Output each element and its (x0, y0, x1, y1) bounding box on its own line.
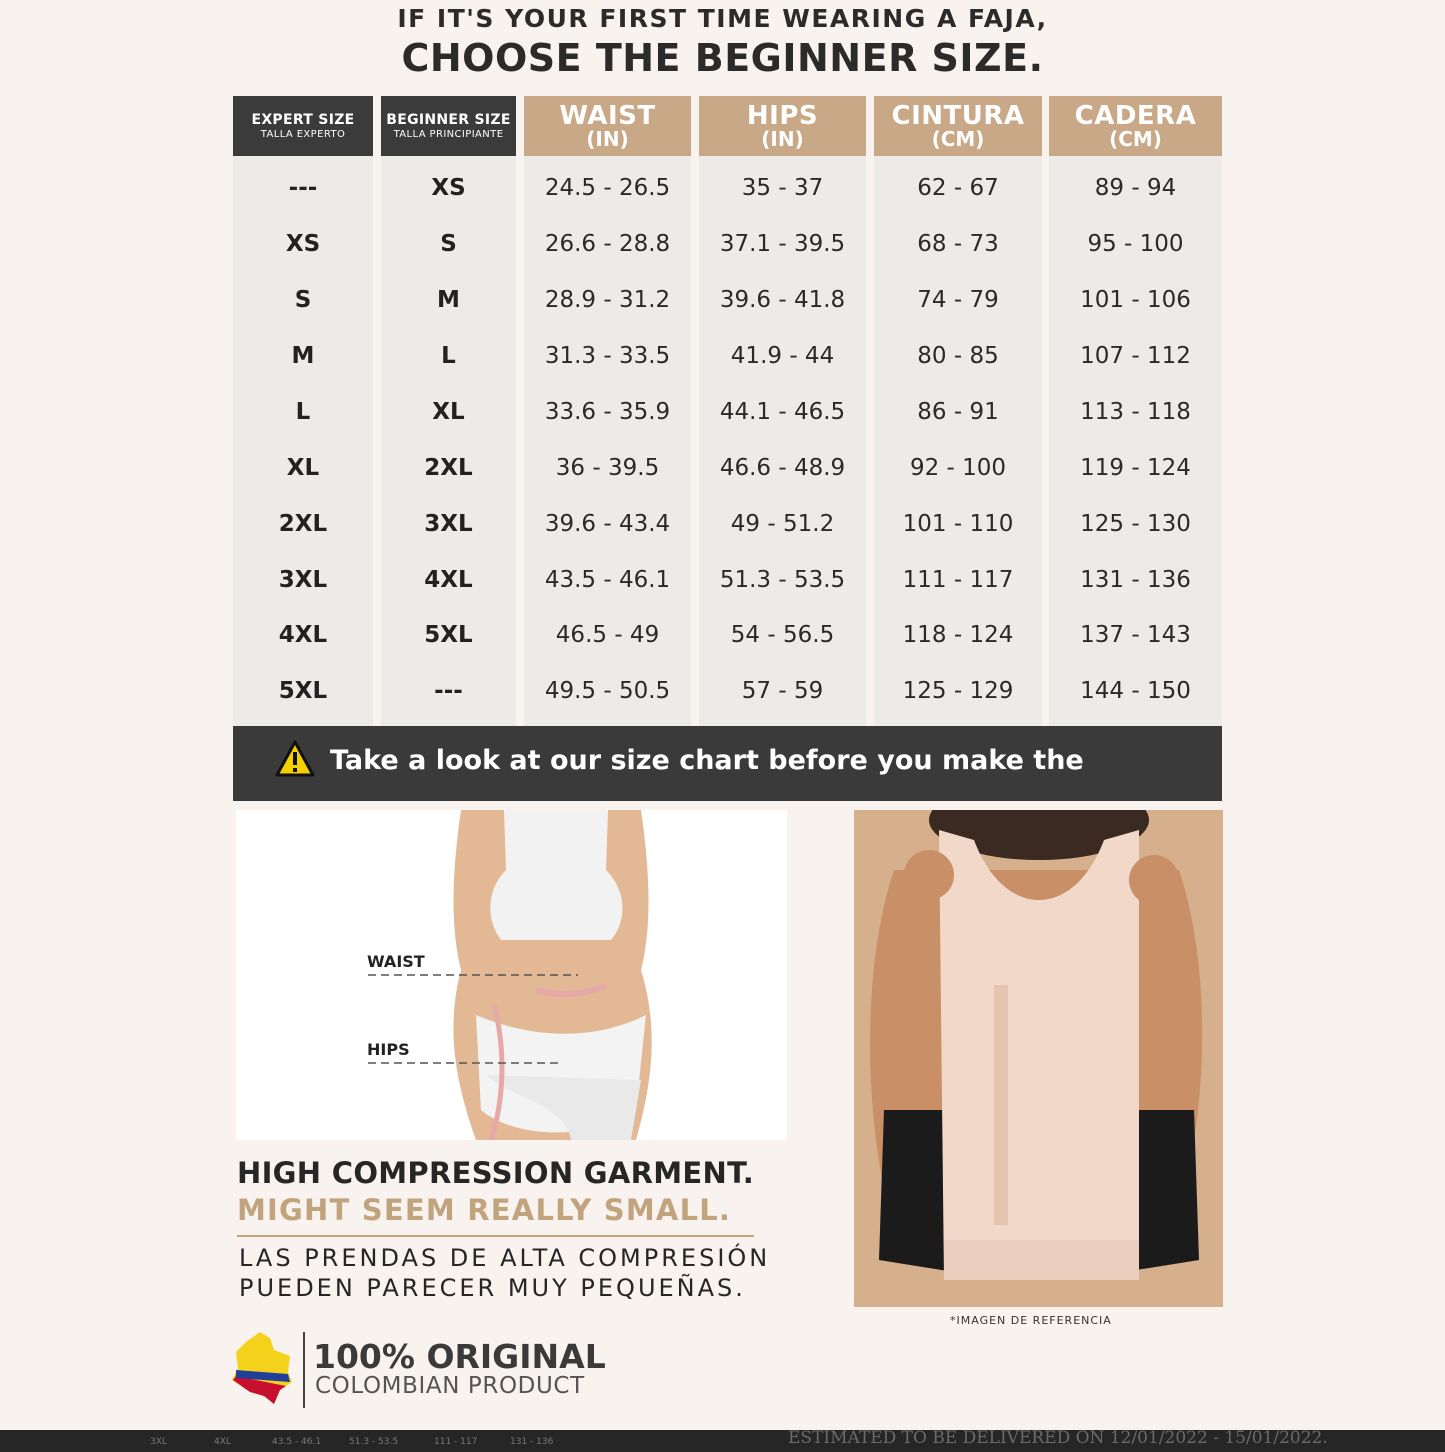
cell-expert-size: M (291, 343, 315, 369)
cell-hips: 44.1 - 46.5 (719, 399, 846, 425)
cell-expert-size: S (294, 287, 312, 313)
column-waist (524, 96, 691, 726)
header-subtitle: (CM) (1109, 127, 1162, 151)
delivery-estimate: ESTIMATED TO BE DELIVERED ON 12/01/2022 - 15/01/2022. (788, 1428, 1328, 1448)
cell-expert-size: XL (286, 455, 320, 481)
cell-waist: 39.6 - 43.4 (544, 511, 671, 537)
cell-hips: 57 - 59 (741, 678, 824, 704)
cell-hips: 39.6 - 41.8 (719, 287, 846, 313)
cell-waist: 28.9 - 31.2 (544, 287, 671, 313)
cell-cadera: 89 - 94 (1094, 175, 1177, 201)
origin-line1: 100% ORIGINAL (313, 1337, 606, 1376)
measurement-photo (236, 810, 787, 1140)
reference-note: *IMAGEN DE REFERENCIA (950, 1314, 1112, 1327)
tagline-divider (237, 1235, 754, 1237)
column-expert-size (233, 96, 373, 726)
cell-waist: 36 - 39.5 (555, 455, 660, 481)
strip-item: 43.5 - 46.1 (272, 1437, 322, 1447)
cell-cintura: 74 - 79 (917, 287, 999, 313)
cell-hips: 51.3 - 53.5 (719, 567, 846, 593)
cell-hips: 46.6 - 48.9 (719, 455, 846, 481)
cell-beginner-size: --- (434, 678, 463, 704)
header-title: EXPERT SIZE (251, 112, 355, 128)
banner-text: Take a look at our size chart before you make the (330, 745, 1084, 776)
warning-banner (233, 726, 1222, 801)
cell-hips: 35 - 37 (741, 175, 824, 201)
cell-cadera: 107 - 112 (1080, 343, 1191, 369)
bottom-strip (0, 1430, 1445, 1452)
header-cadera (1049, 96, 1222, 156)
cell-cadera: 125 - 130 (1080, 511, 1191, 537)
strip-item: 4XL (214, 1437, 231, 1447)
cell-expert-size: 5XL (278, 678, 328, 704)
tagline-line1: HIGH COMPRESSION GARMENT. (237, 1156, 755, 1190)
cell-cadera: 137 - 143 (1080, 622, 1191, 648)
cell-beginner-size: 2XL (424, 455, 473, 481)
header-cintura (874, 96, 1042, 156)
cell-cintura: 101 - 110 (902, 511, 1014, 537)
cell-beginner-size: L (441, 343, 456, 369)
strip-item: 131 - 136 (510, 1437, 554, 1447)
hips-label: HIPS (367, 1040, 410, 1059)
cell-cintura: 118 - 124 (902, 622, 1014, 648)
cell-cadera: 119 - 124 (1080, 455, 1191, 481)
column-cintura (874, 96, 1042, 726)
spanish-line2: PUEDEN PARECER MUY PEQUEÑAS. (239, 1274, 746, 1302)
cell-waist: 43.5 - 46.1 (544, 567, 671, 593)
cell-cintura: 111 - 117 (902, 567, 1014, 593)
cell-beginner-size: 4XL (424, 567, 473, 593)
cell-cadera: 131 - 136 (1080, 567, 1191, 593)
header-subtitle: (IN) (761, 127, 804, 151)
cell-expert-size: L (295, 399, 311, 425)
cell-hips: 41.9 - 44 (730, 343, 835, 369)
cell-waist: 46.5 - 49 (555, 622, 660, 648)
cell-cintura: 80 - 85 (917, 343, 999, 369)
tagline-line2: MIGHT SEEM REALLY SMALL. (237, 1193, 732, 1227)
strip-item: 51.3 - 53.5 (349, 1437, 399, 1447)
cell-waist: 49.5 - 50.5 (544, 678, 671, 704)
cell-expert-size: --- (288, 175, 318, 201)
cell-cadera: 113 - 118 (1080, 399, 1191, 425)
measurement-illustration (236, 810, 787, 1140)
cell-beginner-size: XS (431, 175, 466, 201)
header-hips (699, 96, 866, 156)
garment-illustration (854, 810, 1223, 1307)
header-subtitle: TALLA PRINCIPIANTE (393, 129, 504, 140)
column-hips (699, 96, 866, 726)
header-subtitle: TALLA EXPERTO (260, 129, 346, 140)
cell-cadera: 95 - 100 (1087, 231, 1184, 257)
column-beginner-size (381, 96, 516, 726)
cell-waist: 24.5 - 26.5 (544, 175, 671, 201)
header-beginner-size (381, 96, 516, 156)
cell-beginner-size: 5XL (424, 622, 473, 648)
heading-line1: IF IT'S YOUR FIRST TIME WEARING A FAJA, (397, 4, 1048, 33)
header-expert-size (233, 96, 373, 156)
cell-beginner-size: XL (432, 399, 465, 425)
cell-expert-size: 2XL (278, 511, 328, 537)
garment-photo (854, 810, 1223, 1307)
header-subtitle: (CM) (931, 127, 985, 151)
cell-expert-size: XS (285, 231, 321, 257)
cell-hips: 37.1 - 39.5 (719, 231, 846, 257)
header-title: WAIST (559, 101, 656, 131)
cell-waist: 31.3 - 33.5 (544, 343, 671, 369)
cell-cadera: 144 - 150 (1080, 678, 1191, 704)
header-subtitle: (IN) (586, 127, 629, 151)
cell-cadera: 101 - 106 (1080, 287, 1191, 313)
cell-expert-size: 4XL (278, 622, 328, 648)
cell-waist: 33.6 - 35.9 (544, 399, 671, 425)
heading-line2: CHOOSE THE BEGINNER SIZE. (401, 36, 1044, 80)
origin-line2: COLOMBIAN PRODUCT (315, 1373, 585, 1399)
cell-hips: 49 - 51.2 (730, 511, 835, 537)
cell-cintura: 68 - 73 (917, 231, 999, 257)
cell-waist: 26.6 - 28.8 (544, 231, 671, 257)
cell-beginner-size: S (440, 231, 457, 257)
waist-label: WAIST (367, 952, 425, 971)
cell-beginner-size: 3XL (424, 511, 473, 537)
strip-item: 111 - 117 (434, 1437, 478, 1447)
header-title: BEGINNER SIZE (386, 112, 511, 128)
colombia-map-icon (230, 1330, 294, 1406)
header-waist (524, 96, 691, 156)
spanish-line1: LAS PRENDAS DE ALTA COMPRESIÓN (239, 1244, 771, 1272)
cell-cintura: 125 - 129 (902, 678, 1014, 704)
cell-beginner-size: M (437, 287, 460, 313)
cell-cintura: 92 - 100 (909, 455, 1007, 481)
cell-expert-size: 3XL (278, 567, 328, 593)
origin-divider (303, 1332, 305, 1408)
strip-item: 3XL (150, 1437, 167, 1447)
cell-cintura: 86 - 91 (917, 399, 999, 425)
header-title: CADERA (1074, 101, 1197, 131)
header-title: HIPS (746, 101, 819, 131)
warning-icon (275, 740, 315, 778)
cell-hips: 54 - 56.5 (730, 622, 835, 648)
cell-cintura: 62 - 67 (917, 175, 999, 201)
column-cadera (1049, 96, 1222, 726)
header-title: CINTURA (891, 101, 1025, 131)
